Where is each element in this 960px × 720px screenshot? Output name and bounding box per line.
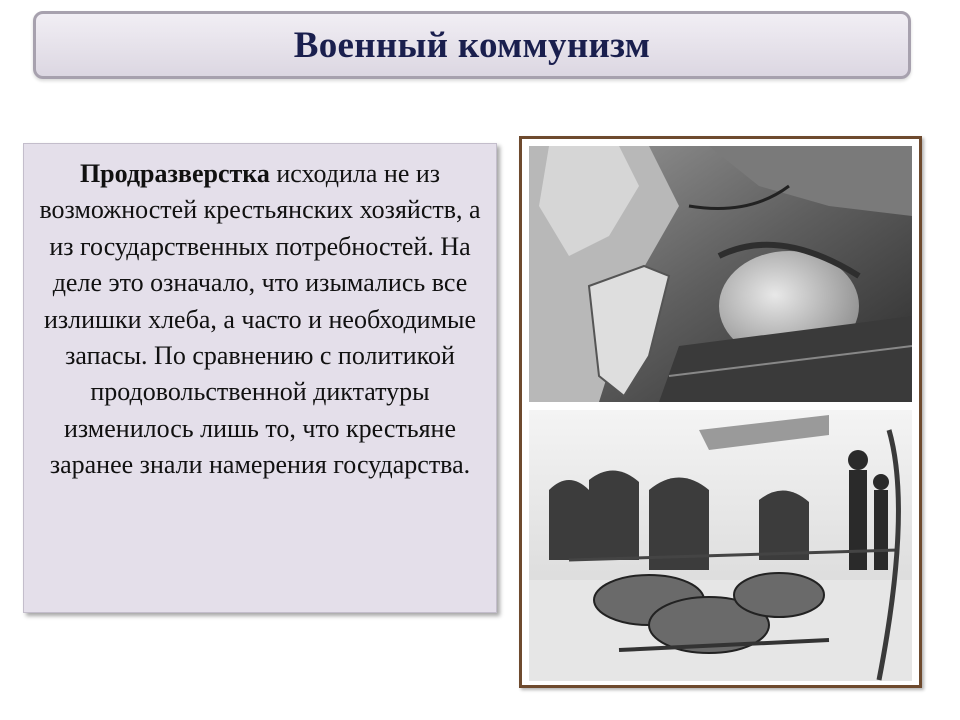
- body-paragraph: [36, 156, 484, 484]
- bold-term: Продразверстка: [79, 159, 270, 188]
- slide-title: Военный коммунизм: [293, 24, 651, 66]
- photo-frame: [519, 136, 922, 688]
- photo-grain-confiscation: [529, 146, 912, 402]
- photo-sledges-with-sacks: [529, 410, 912, 681]
- title-bar: [33, 11, 911, 79]
- body-text: исходила не из возможностей крестьянских хозяйств, а из государственных потребностей. На деле это означало, что изымались все излишки хлеба, а часто и необходимые запасы. По сравнению с политикой продовольственной диктатуры изменилось лишь то, что крестьяне заранее знали намерения государства.: [39, 159, 481, 480]
- text-box: [23, 143, 497, 613]
